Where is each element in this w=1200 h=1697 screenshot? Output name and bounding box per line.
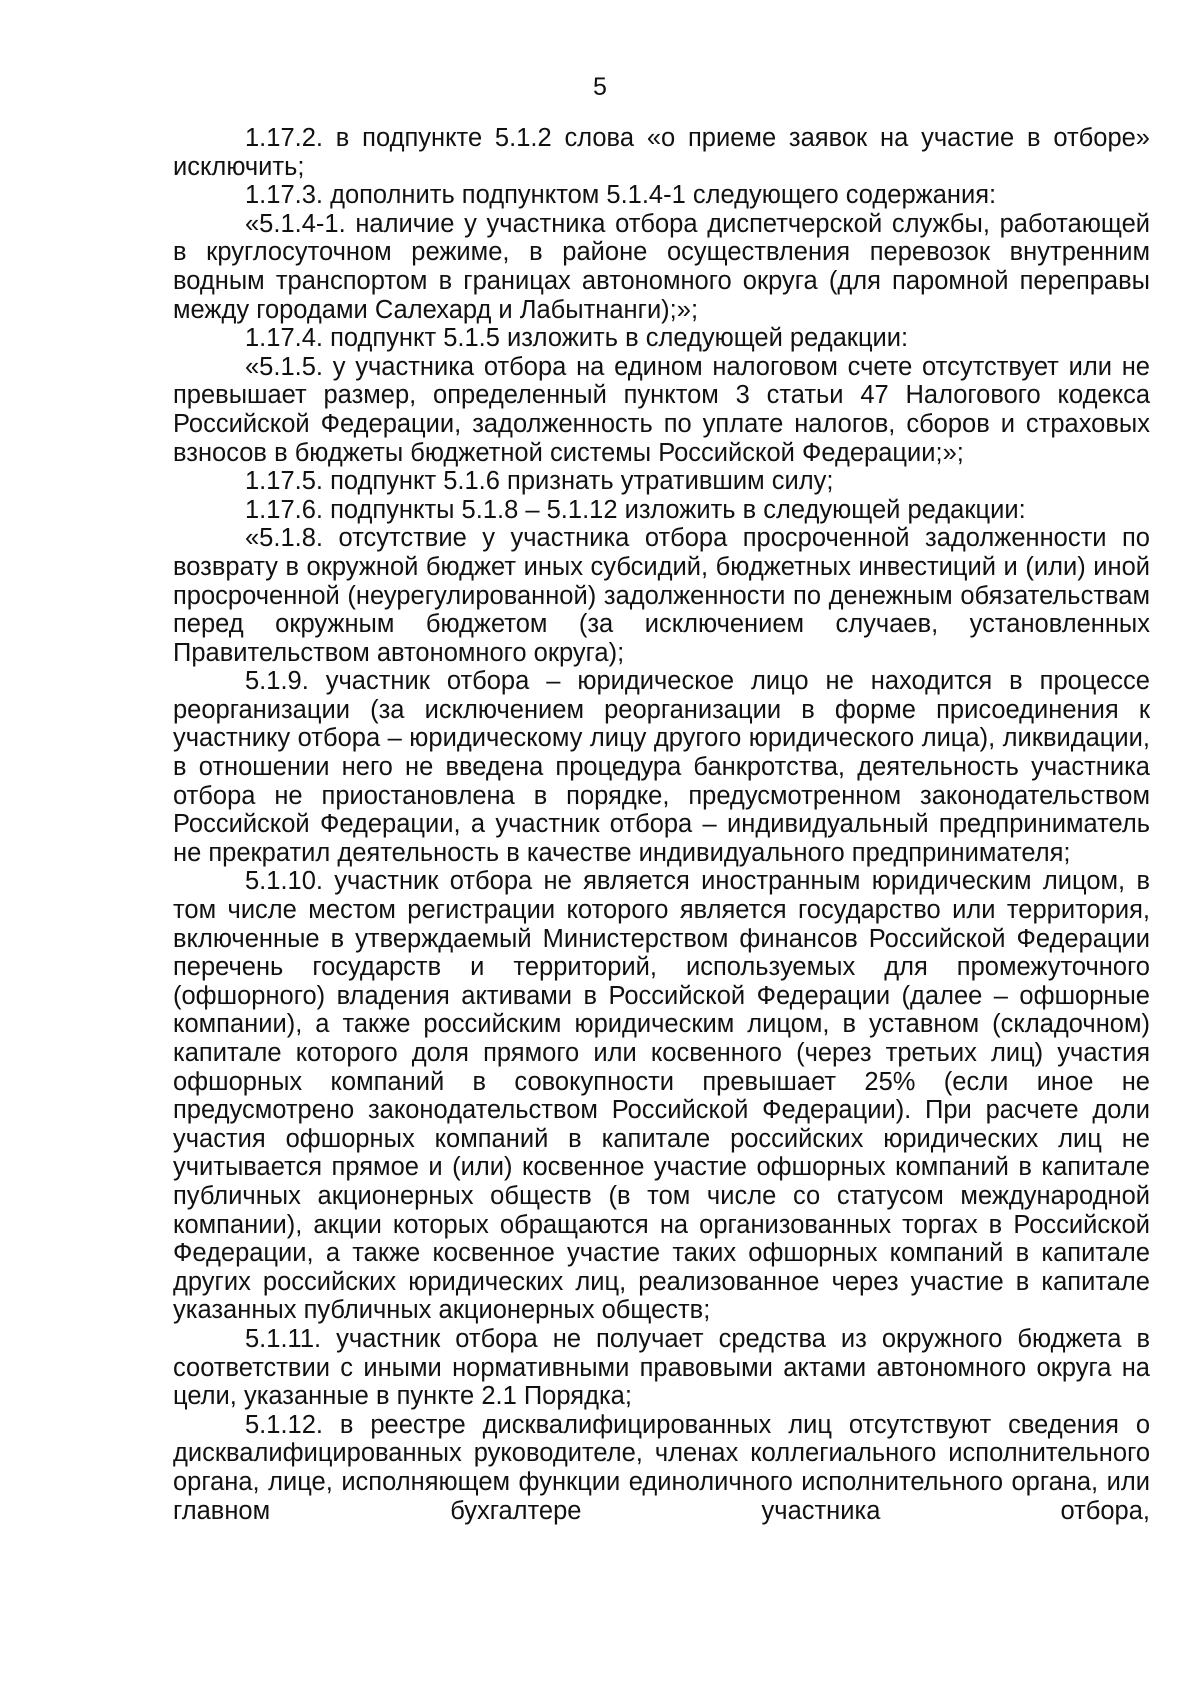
paragraph-5-1-10: 5.1.10. участник отбора не является иностранным юридическим лицом, в том числе местом регистрации которого является государство или территория, включенные в утверждаемый Министерством финансов Российской Федерации перечень государств и территорий, используемых для промежуточного (офшорного) владения активами в Российской Федерации (далее – офшорные компании), а также российским юридическим лицом, в уставном (складочном) капитале которого доля прямого или косвенного (через третьих лиц) участия офшорных компаний в совокупности превышает 25% (если иное не предусмотрено законодательством Российской Федерации). При расчете доли участия офшорных компаний в капитале российских юридических лиц не учитывается прямое и (или) косвенное участие офшорных компаний в капитале публичных акционерных обществ (в том числе со статусом международной компании), акции которых обращаются на организованных торгах в Российской Федерации, а также косвенное участие таких офшорных компаний в капитале других российских юридических лиц, реализованное через участие в капитале указанных публичных акционерных обществ; — [173, 867, 1150, 1325]
page-number: 5 — [593, 73, 607, 101]
paragraph-1-17-4: 1.17.4. подпункт 5.1.5 изложить в следующей редакции: — [245, 324, 909, 353]
paragraph-1-17-2: 1.17.2. в подпункте 5.1.2 слова «о приеме заявок на участие в отборе» исключить; — [173, 124, 1150, 181]
paragraph-5-1-5: «5.1.5. у участника отбора на едином налоговом счете отсутствует или не превышает размер, определенный пунктом 3 статьи 47 Налогового кодекса Российской Федерации, задолженность по уплате налогов, сборов и страховых взносов в бюджеты бюджетной системы Российской Федерации;»; — [173, 352, 1150, 467]
paragraph-5-1-11: 5.1.11. участник отбора не получает средства из окружного бюджета в соответствии с иными нормативными правовыми актами автономного округа на цели, указанные в пункте 2.1 Порядка; — [173, 1324, 1150, 1411]
paragraph-5-1-4-1: «5.1.4-1. наличие у участника отбора диспетчерской службы, работающей в круглосуточном режиме, в районе осуществления перевозок внутренним водным транспортом в границах автономного округа (для паромной переправы между городами Салехард и Лабытнанги);»; — [173, 209, 1150, 324]
paragraph-5-1-12: 5.1.12. в реестре дисквалифицированных лиц отсутствуют сведения о дисквалифицированных руководителе, членах коллегиального исполнительного органа, лице, исполняющем функции единоличного исполнительного органа, или главном бухгалтере участника отбора, — [173, 1410, 1150, 1525]
paragraph-1-17-6: 1.17.6. подпункты 5.1.8 – 5.1.12 изложить в следующей редакции: — [245, 495, 1026, 524]
paragraph-1-17-5: 1.17.5. подпункт 5.1.6 признать утратившим силу; — [245, 467, 834, 496]
paragraph-5-1-9: 5.1.9. участник отбора – юридическое лицо не находится в процессе реорганизации (за исключением реорганизации в форме присоединения к участнику отбора – юридическому лицу другого юридического лица), ликвидации, в отношении него не введена процедура банкротства, деятельность участника отбора не приостановлена в порядке, предусмотренном законодательством Российской Федерации, а участник отбора – индивидуальный предприниматель не прекратил деятельность в качестве индивидуального предпринимателя; — [173, 667, 1150, 867]
document-body — [173, 124, 1150, 1525]
paragraph-1-17-3: 1.17.3. дополнить подпунктом 5.1.4-1 следующего содержания: — [245, 181, 997, 210]
paragraph-5-1-8: «5.1.8. отсутствие у участника отбора просроченной задолженности по возврату в окружной бюджет иных субсидий, бюджетных инвестиций и (или) иной просроченной (неурегулированной) задолженности по денежным обязательствам перед окружным бюджетом (за исключением случаев, установленных Правительством автономного округа); — [173, 524, 1150, 667]
